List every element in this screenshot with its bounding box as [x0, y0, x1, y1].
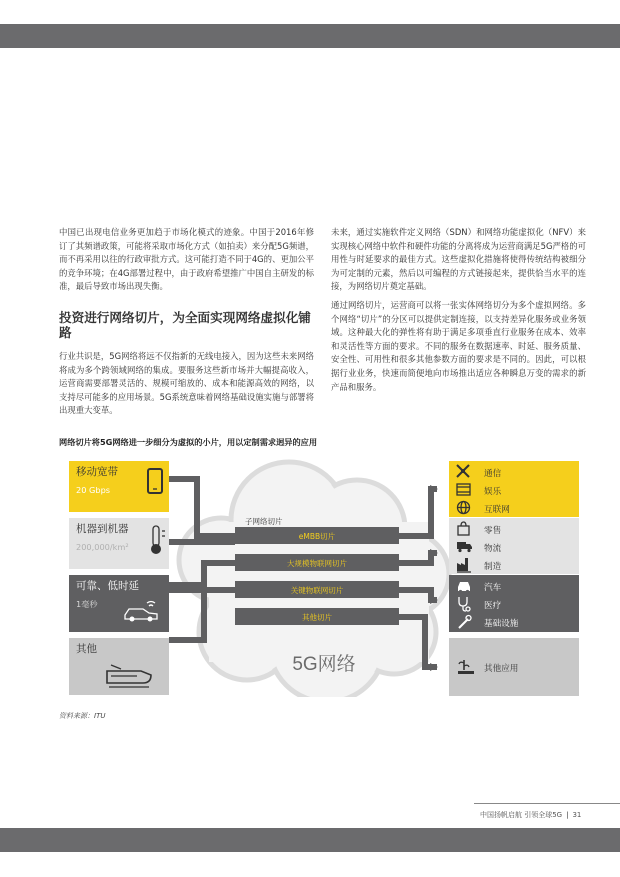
source-note: 资料来源：ITU [59, 712, 106, 720]
use-case-boxes [69, 461, 169, 695]
use-case-box [69, 575, 169, 632]
industry-box [449, 461, 579, 517]
use-case-box [69, 518, 169, 569]
use-case-title: 移动宽带 [76, 466, 118, 478]
footer [480, 810, 581, 820]
top-banner [0, 24, 620, 48]
industry-label: 制造 [484, 562, 502, 572]
network-label-prefix: 5G [292, 654, 318, 675]
text-column-right [331, 226, 586, 399]
industry-boxes [449, 461, 579, 696]
paragraph: 未来，通过实施软件定义网络（SDN）和网络功能虚拟化（NFV）来实现核心网络中软件和硬件功能的分离将成为运营商满足5G严格的可用性与时延要求的最佳方式。这些虚拟化措施将使得传统结构被细分为可定制的元素，然后以可编程的方式链接起来，提供恰当水平的连接，为网络切片奠定基础。 [331, 227, 586, 292]
footer-publication: 中国扬帆启航 引领全球5G [480, 811, 563, 819]
industry-label: 医疗 [484, 601, 502, 611]
industry-label: 娱乐 [484, 487, 502, 497]
industry-box [449, 575, 579, 632]
paragraph: 行业共识是，5G网络将远不仅指新的无线电接入，因为这些未来网络将成为多个跨领域网络的集成。要服务这些新市场并大幅提高收入，运营商需要部署灵活的、规模可缩放的、成本和能源高效的网络，以支持尽可能多的应用场景。5G系统意味着网络基础设施实施与部署将出现重大变革。 [59, 350, 314, 416]
use-case-box [69, 638, 169, 695]
slice-bar [235, 581, 399, 598]
slice-label: 大规模物联网切片 [287, 559, 347, 568]
industry-label: 互联网 [484, 505, 510, 515]
industry-label: 基础设施 [484, 619, 519, 629]
network-label-suffix: 网络 [317, 654, 356, 675]
figure-caption: 网络切片将5G网络进一步细分为虚拟的小片，用以定制需求迥异的应用 [59, 437, 318, 447]
text-column-left [59, 226, 314, 423]
industry-label: 通信 [484, 469, 502, 479]
use-case-metric: 1毫秒 [76, 599, 98, 609]
slice-bar [235, 608, 399, 625]
network-label [292, 653, 355, 675]
slice-label: 其他切片 [302, 613, 332, 622]
slice-bar [235, 527, 399, 544]
use-case-title: 机器到机器 [76, 523, 129, 535]
footer-separator: | [566, 811, 569, 819]
slice-label: 关键物联网切片 [290, 586, 344, 595]
use-case-metric: 20 Gbps [76, 485, 111, 495]
slices-label: 子网络切片 [245, 517, 283, 526]
page-number: 31 [572, 811, 582, 819]
paragraph: 通过网络切片，运营商可以将一张实体网络切分为多个虚拟网络。多个网络“切片”的分区可以提供定制连接，以支持差异化服务或业务领域。这种最大化的弹性将有助于满足多项垂直行业服务在成本、效率和灵活性等方面的要求。不同的服务在数据速率、时延、服务质量、安全性、可用性和很多其他参数方面的要求是不同的。因此，可以根据行业业务，快速而简便地向市场推出适应各种瞬息万变的需求的新产品和服务。 [331, 299, 586, 392]
slice-bar [235, 554, 399, 571]
industry-label: 其他应用 [484, 664, 519, 674]
paragraph: 中国已出现电信业务更加趋于市场化模式的迹象。中国于2016年修订了其频谱政策，可能将采取市场化方式（如拍卖）来分配5G频谱，而不再采用以往的行政审批方式。这可能打造不同于4G的、更加公平的竞争环境；在4G部署过程中，由于政府希望推广中国自主研发的标准，最后导致市场出现失衡。 [59, 227, 314, 292]
use-case-metric: 200,000/km² [76, 542, 129, 552]
industry-box [449, 518, 579, 574]
industry-label: 汽车 [484, 583, 502, 593]
section-heading: 投资进行网络切片，为全面实现网络虚拟化铺路 [59, 309, 311, 340]
use-case-box [69, 461, 169, 512]
slice-label: eMBB切片 [298, 532, 336, 541]
footer-rule [474, 803, 620, 804]
industry-box [449, 638, 579, 696]
industry-label: 物流 [484, 544, 502, 554]
use-case-title: 可靠、低时延 [76, 580, 139, 592]
network-slicing-diagram [59, 452, 579, 697]
industry-label: 零售 [484, 526, 502, 536]
bottom-banner [0, 828, 620, 852]
use-case-title: 其他 [76, 643, 97, 655]
